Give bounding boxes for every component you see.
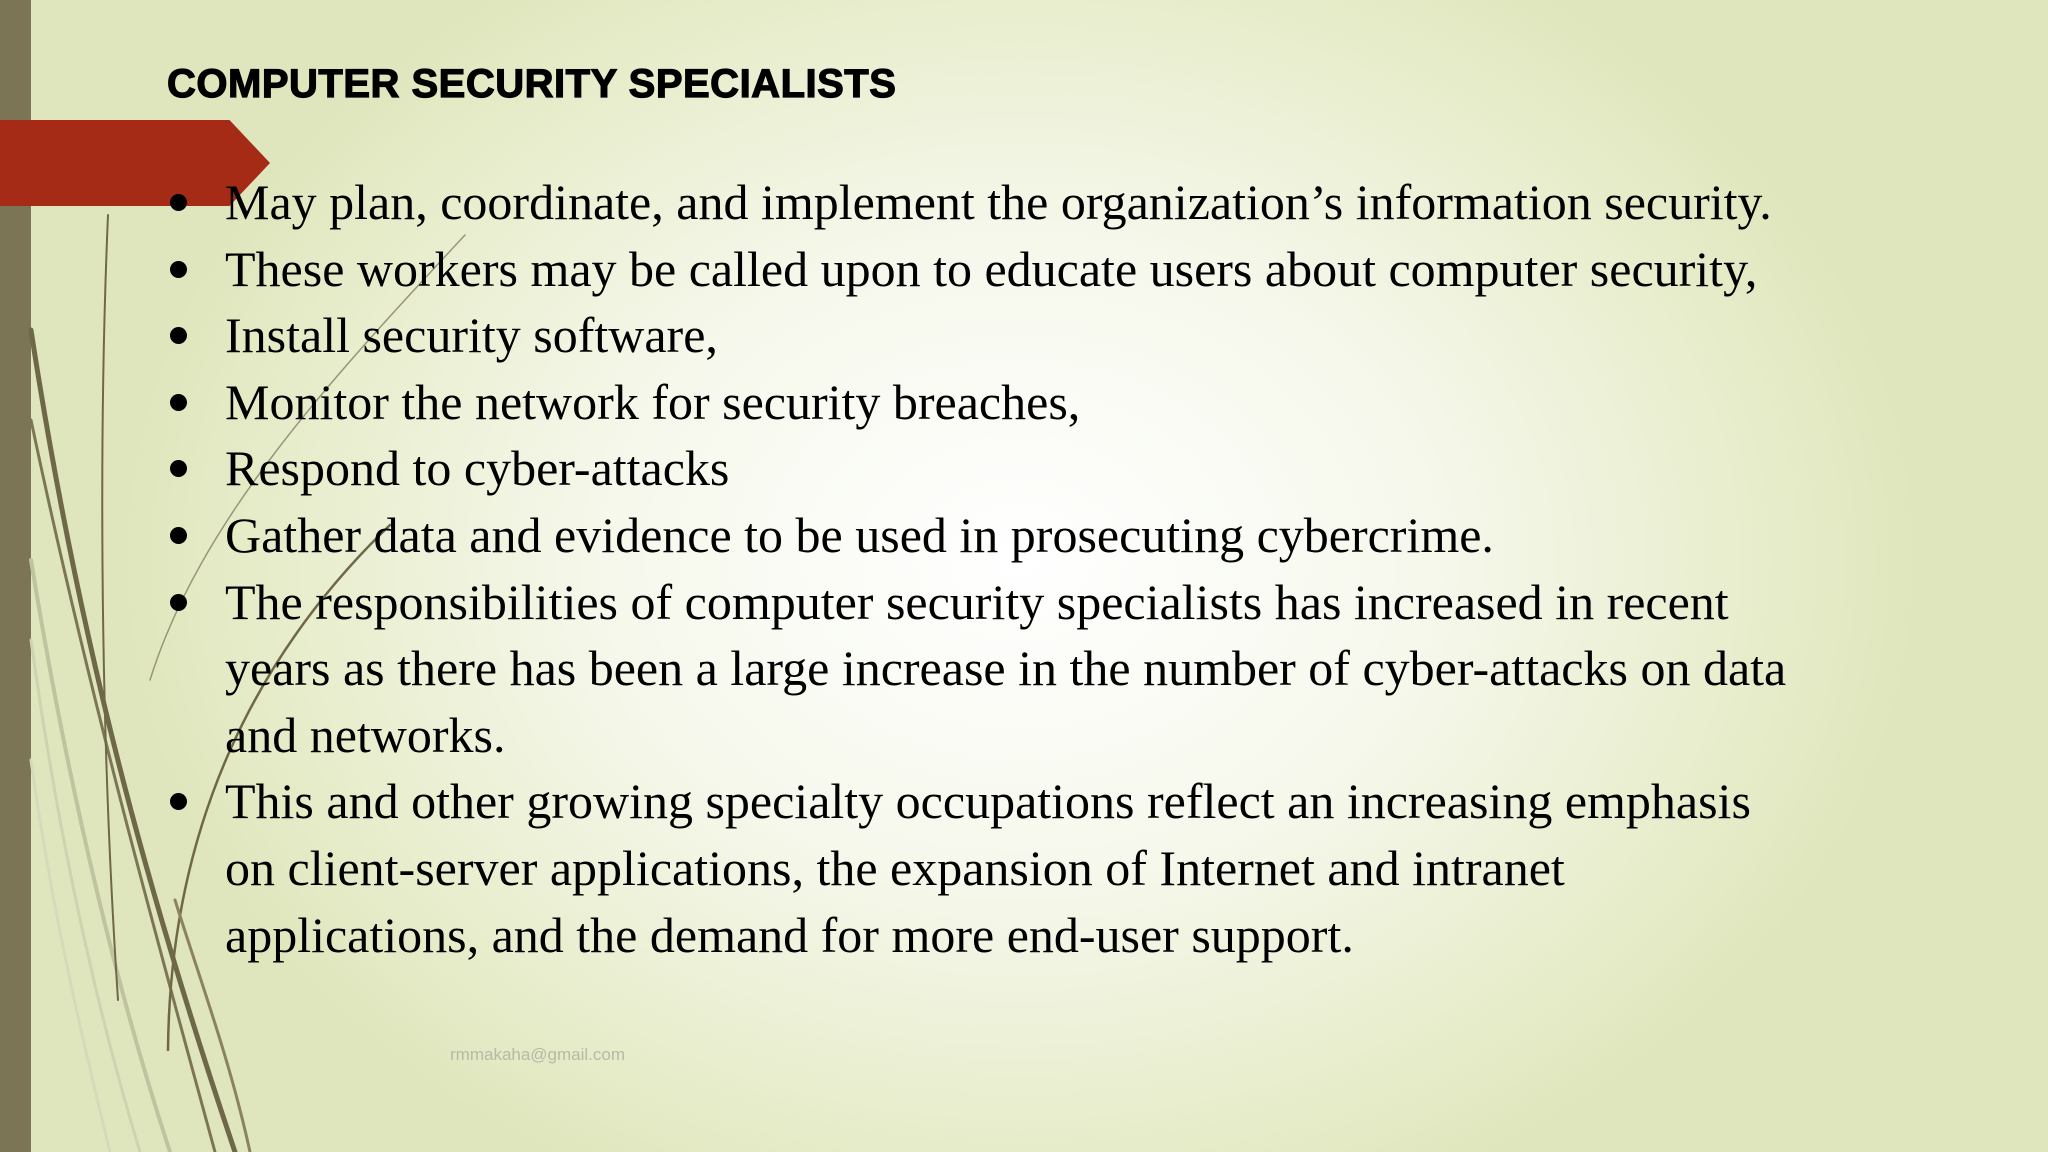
bullet-dot-icon bbox=[170, 261, 187, 278]
bullet-text: Install security software, bbox=[225, 307, 718, 364]
bullet-text: May plan, coordinate, and implement the organization’s information security. bbox=[225, 174, 1772, 230]
bullet-dot-icon bbox=[170, 460, 187, 477]
bullet-item bbox=[167, 236, 1807, 303]
bullet-text: Gather data and evidence to be used in prosecuting cybercrime. bbox=[225, 506, 1494, 563]
bullet-dot-icon bbox=[170, 394, 187, 411]
bullet-dot-icon bbox=[170, 527, 187, 544]
bullet-text: The responsibilities of computer security specialists has increased in recent years as there has been a large increase in the number of cyber-attacks on data and networks. bbox=[225, 573, 1787, 763]
bullet-dot-icon bbox=[170, 194, 187, 211]
bullet-dot-icon bbox=[170, 594, 187, 611]
bullet-dot-icon bbox=[170, 793, 187, 810]
bullet-text: These workers may be called upon to educate users about computer security, bbox=[225, 240, 1758, 297]
bullet-item bbox=[167, 768, 1807, 968]
slide-title: COMPUTER SECURITY SPECIALISTS bbox=[167, 62, 897, 106]
bullet-dot-icon bbox=[170, 327, 187, 344]
bullet-text: This and other growing specialty occupations reflect an increasing emphasis on client-server applications, the expansion of Internet and intranet applications, and the demand for more end-user support. bbox=[225, 773, 1751, 963]
bullet-item bbox=[167, 435, 1807, 502]
bullet-item bbox=[167, 502, 1807, 569]
bullet-item bbox=[167, 169, 1807, 236]
bullet-text: Respond to cyber-attacks bbox=[225, 440, 730, 497]
bullet-item bbox=[167, 302, 1807, 369]
bullet-text: Monitor the network for security breaches, bbox=[225, 373, 1081, 430]
bullet-list bbox=[167, 169, 1807, 968]
footer-email: rmmakaha@gmail.com bbox=[450, 1045, 626, 1064]
bullet-item bbox=[167, 569, 1807, 769]
bullet-item bbox=[167, 369, 1807, 436]
